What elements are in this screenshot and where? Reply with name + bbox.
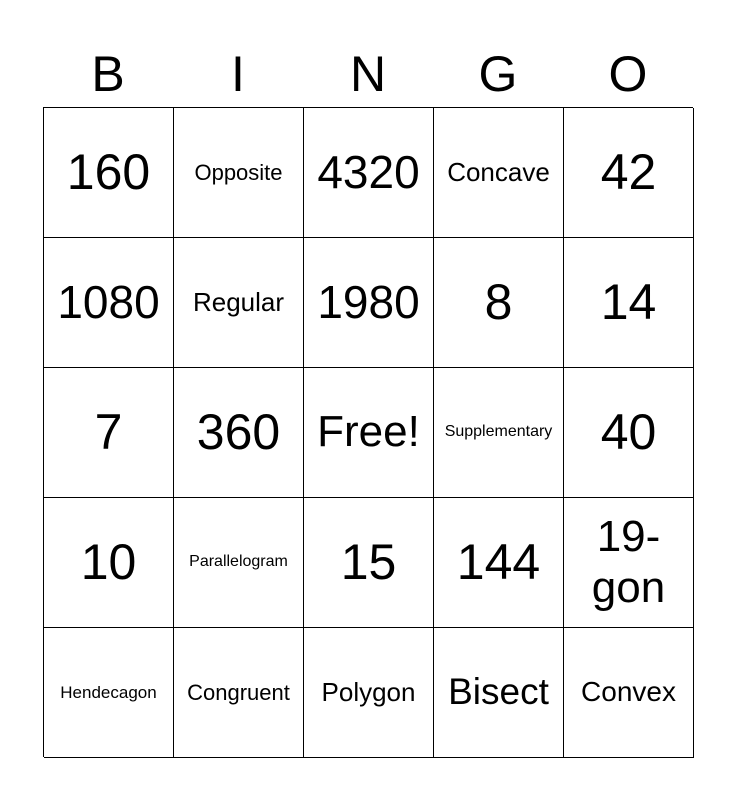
cell-text: Bisect [448, 671, 549, 713]
bingo-cell[interactable] [304, 628, 434, 758]
header-letter-n: N [349, 46, 387, 102]
bingo-cell[interactable] [434, 498, 564, 628]
free-space-cell[interactable] [304, 368, 434, 498]
bingo-cell[interactable] [44, 628, 174, 758]
bingo-cell[interactable] [564, 238, 694, 368]
cell-text: 42 [600, 143, 657, 200]
cell-text: Parallelogram [189, 553, 288, 571]
bingo-grid [43, 107, 693, 757]
bingo-cell[interactable] [44, 108, 174, 238]
bingo-cell[interactable] [174, 628, 304, 758]
cell-text: Polygon [321, 676, 416, 707]
bingo-cell[interactable] [44, 498, 174, 628]
bingo-cell[interactable] [564, 498, 694, 628]
cell-text: 360 [196, 403, 281, 460]
cell-text: 7 [94, 403, 123, 460]
bingo-cell[interactable] [304, 498, 434, 628]
bingo-cell[interactable] [434, 108, 564, 238]
cell-text: Concave [447, 156, 550, 187]
bingo-header [43, 40, 693, 108]
bingo-cell[interactable] [174, 108, 304, 238]
bingo-cell[interactable] [434, 368, 564, 498]
cell-text: 40 [600, 403, 657, 460]
header-letter-o: O [608, 46, 648, 102]
bingo-cell[interactable] [44, 368, 174, 498]
bingo-cell[interactable] [304, 238, 434, 368]
cell-text: 160 [66, 143, 151, 200]
bingo-cell[interactable] [564, 108, 694, 238]
bingo-cell[interactable] [434, 238, 564, 368]
cell-text: 14 [600, 273, 657, 330]
cell-text: Hendecagon [60, 682, 157, 702]
bingo-cell[interactable] [174, 238, 304, 368]
header-letter-b: B [91, 46, 125, 102]
bingo-cell[interactable] [564, 368, 694, 498]
header-letter-g: G [478, 46, 518, 102]
cell-text: 144 [456, 533, 541, 590]
free-space-text: Free! [317, 407, 420, 457]
cell-text: Supplementary [444, 423, 553, 441]
bingo-cell[interactable] [304, 108, 434, 238]
bingo-cell[interactable] [174, 498, 304, 628]
cell-text: Convex [581, 676, 676, 708]
bingo-cell[interactable] [434, 628, 564, 758]
cell-text: 1080 [57, 276, 160, 329]
cell-text: 4320 [317, 146, 420, 199]
bingo-cell[interactable] [174, 368, 304, 498]
cell-text: 1980 [317, 276, 420, 329]
bingo-cell[interactable] [564, 628, 694, 758]
cell-text: 15 [340, 533, 397, 590]
cell-text: Opposite [194, 159, 283, 185]
cell-text: Regular [192, 286, 285, 317]
cell-text: 10 [80, 533, 137, 590]
bingo-cell[interactable] [44, 238, 174, 368]
cell-text: Congruent [187, 679, 290, 705]
header-letter-i: I [231, 46, 245, 102]
cell-text: 19- gon [591, 511, 666, 612]
cell-text: 8 [484, 273, 513, 330]
